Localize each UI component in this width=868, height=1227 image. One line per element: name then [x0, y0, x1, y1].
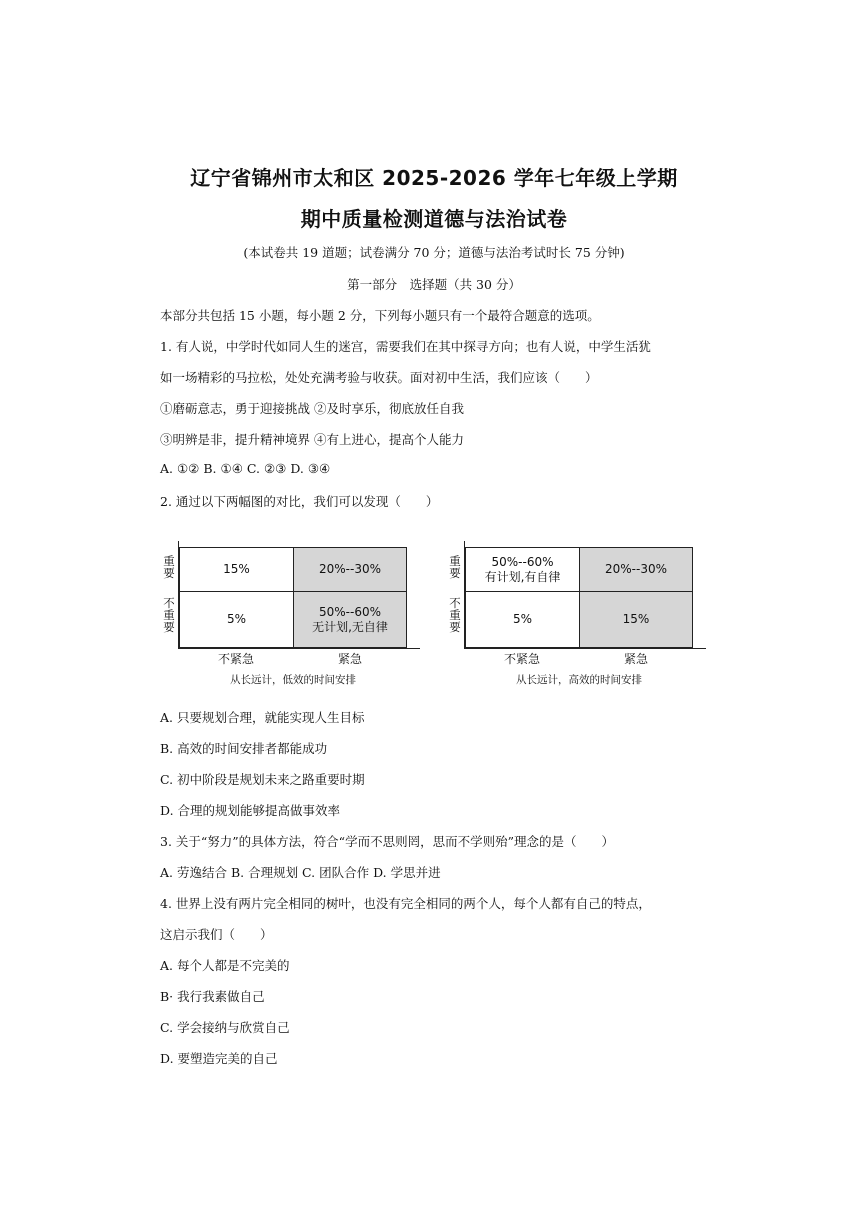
q4-option-c: C. 学会接纳与欣赏自己 — [160, 1020, 290, 1035]
cell-value: 50%--60% — [491, 554, 554, 569]
cell-value: 20%--30% — [318, 562, 381, 576]
cell-note: 无计划,无自律 — [312, 619, 388, 634]
q1-options-3-4: ③明辨是非，提升精神境界 ④有上进心，提高个人能力 — [160, 432, 464, 447]
x-label-urgent: 紧急 — [623, 652, 648, 666]
section-intro: 本部分共包括 15 小题，每小题 2 分，下列每小题只有一个最符合题意的选项。 — [160, 308, 600, 323]
q2-option-c: C. 初中阶段是规划未来之路重要时期 — [160, 772, 365, 787]
x-axis — [464, 648, 706, 649]
chart-caption: 从长远计，高效的时间安排 — [516, 674, 642, 686]
y-label-important: 重要 — [449, 554, 461, 580]
time-matrix-high-efficiency — [446, 535, 708, 685]
cell-important-urgent — [579, 547, 693, 592]
y-label-not-important: 不重要 — [449, 596, 461, 634]
q3-choices: A. 劳逸结合 B. 合理规划 C. 团队合作 D. 学思并进 — [160, 865, 441, 880]
q2-stem: 2. 通过以下两幅图的对比，我们可以发现（ ） — [160, 494, 439, 509]
y-label-not-important: 不重要 — [163, 596, 175, 634]
q4-option-d: D. 要塑造完美的自己 — [160, 1051, 278, 1066]
cell-not-important-urgent — [293, 591, 407, 648]
q1-choices: A. ①② B. ①④ C. ②③ D. ③④ — [160, 461, 331, 476]
chart-caption: 从长远计，低效的时间安排 — [230, 674, 356, 686]
x-label-urgent: 紧急 — [337, 652, 362, 666]
cell-important-not-urgent — [179, 547, 294, 592]
x-label-not-urgent: 不紧急 — [503, 652, 540, 666]
q2-option-a: A. 只要规划合理，就能实现人生目标 — [160, 710, 365, 725]
cell-not-important-not-urgent — [465, 591, 580, 648]
cell-not-important-not-urgent — [179, 591, 294, 648]
q1-stem-line-1: 1. 有人说，中学时代如同人生的迷宫，需要我们在其中探寻方向；也有人说，中学生活犹 — [160, 339, 651, 354]
cell-important-urgent — [293, 547, 407, 592]
q3-stem: 3. 关于“努力”的具体方法，符合“学而不思则罔，思而不学则殆”理念的是（ ） — [160, 834, 614, 849]
x-label-not-urgent: 不紧急 — [217, 652, 254, 666]
cell-value: 50%--60% — [318, 604, 381, 619]
exam-title-line-2: 期中质量检测道德与法治试卷 — [300, 207, 568, 231]
cell-important-not-urgent — [465, 547, 580, 592]
q4-option-a: A. 每个人都是不完美的 — [160, 958, 290, 973]
x-axis — [178, 648, 420, 649]
q4-stem-line-1: 4. 世界上没有两片完全相同的树叶，也没有完全相同的两个人，每个人都有自己的特点， — [160, 896, 651, 911]
q2-option-d: D. 合理的规划能够提高做事效率 — [160, 803, 341, 818]
cell-value: 5% — [226, 612, 247, 626]
time-matrix-low-efficiency — [160, 535, 422, 685]
cell-not-important-urgent — [579, 591, 693, 648]
section-heading: 第一部分 选择题（共 30 分） — [347, 277, 521, 292]
cell-value: 15% — [622, 612, 650, 626]
q4-option-b: B· 我行我素做自己 — [160, 989, 265, 1004]
cell-value: 20%--30% — [604, 562, 667, 576]
exam-note: (本试卷共 19 道题；试卷满分 70 分；道德与法治考试时长 75 分钟) — [243, 245, 625, 260]
exam-title-line-1: 辽宁省锦州市太和区 2025-2026 学年七年级上学期 — [190, 166, 678, 190]
q1-options-1-2: ①磨砺意志，勇于迎接挑战 ②及时享乐，彻底放任自我 — [160, 401, 464, 416]
cell-value: 5% — [512, 612, 533, 626]
cell-value: 15% — [223, 562, 250, 576]
q4-stem-line-2: 这启示我们（ ） — [160, 927, 273, 942]
y-label-important: 重要 — [163, 554, 175, 580]
q1-stem-line-2: 如一场精彩的马拉松，处处充满考验与收获。面对初中生活，我们应该（ ） — [160, 370, 598, 385]
cell-note: 有计划,有自律 — [484, 569, 561, 584]
q2-option-b: B. 高效的时间安排者都能成功 — [160, 741, 328, 756]
